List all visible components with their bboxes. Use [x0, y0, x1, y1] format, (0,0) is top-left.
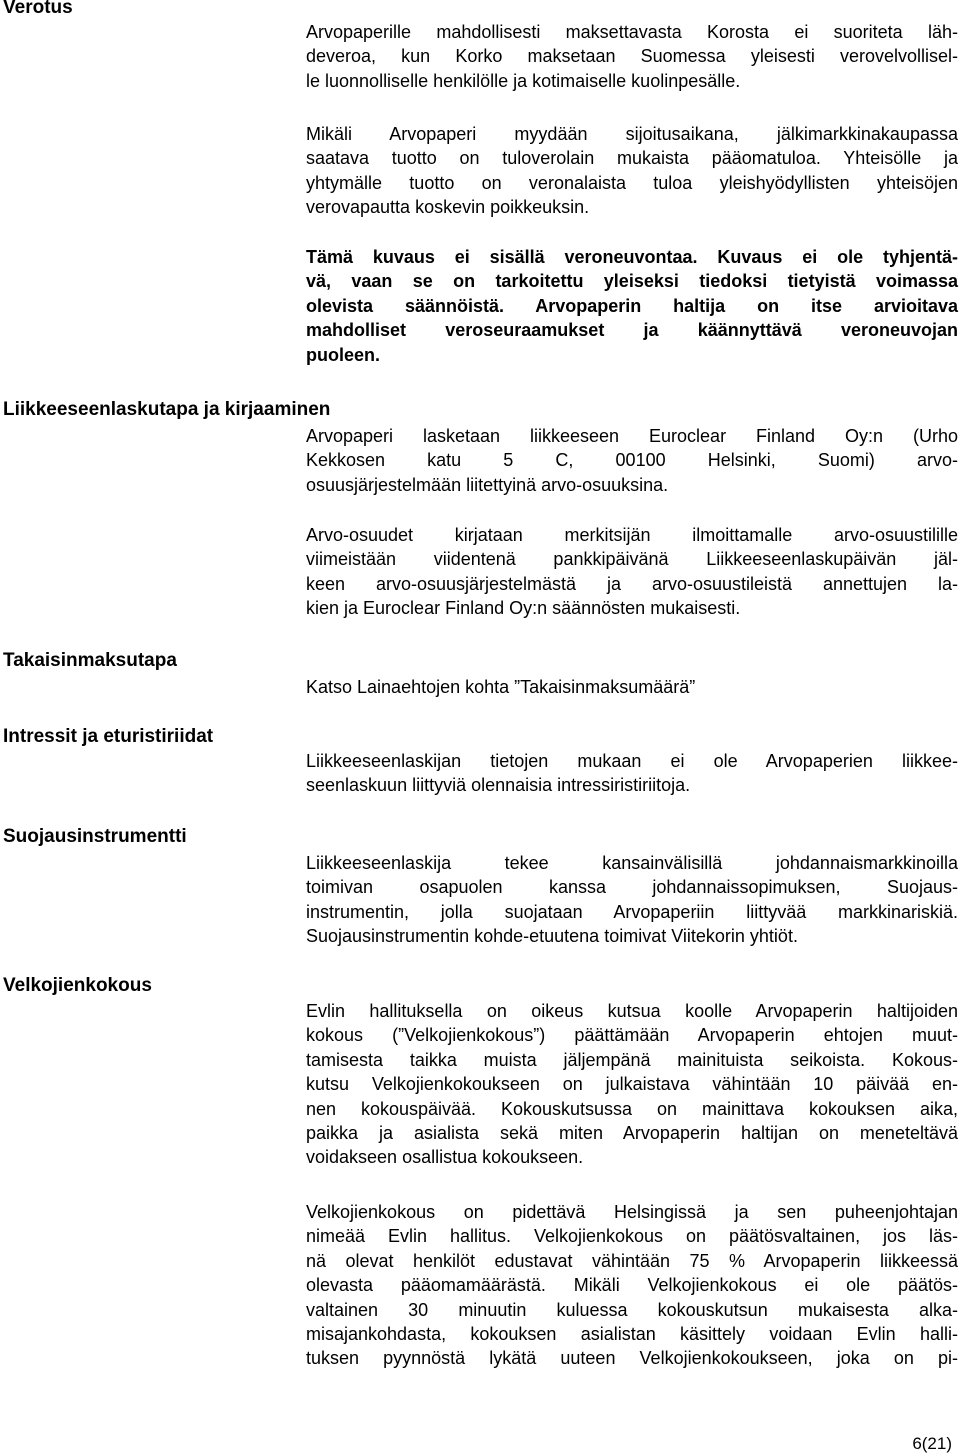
- text-line: deveroa, kun Korko maksetaan Suomessa yleisesti verovelvollisel-: [306, 46, 958, 67]
- verotus-paragraph-1: [306, 20, 958, 93]
- text-line: olevasta pääomamäärästä. Mikäli Velkojienkokous ei ole päätös-: [306, 1275, 958, 1296]
- heading-takaisinmaksutapa: Takaisinmaksutapa: [3, 650, 177, 671]
- text-line: puoleen.: [306, 344, 381, 365]
- text-line: Tämä kuvaus ei sisällä veroneuvontaa. Kuvaus ei ole tyhjentä-: [306, 247, 958, 267]
- text-line: Arvopaperi lasketaan liikkeeseen Euroclear Finland Oy:n (Urho: [306, 426, 958, 446]
- text-line: mahdolliset veroseuraamukset ja käännyttävä veroneuvojan: [306, 320, 958, 341]
- verotus-disclaimer-paragraph: [306, 245, 958, 367]
- text-line: Katso Lainaehtojen kohta ”Takaisinmaksumäärä”: [306, 677, 696, 697]
- text-line: Evlin hallituksella on oikeus kutsua koolle Arvopaperin haltijoiden: [306, 1001, 958, 1021]
- text-line: Kekkosen katu 5 C, 00100 Helsinki, Suomi) arvo-: [306, 450, 958, 471]
- text-line: viimeistään viidentenä pankkipäivänä Liikkeeseenlaskupäivän jäl-: [306, 549, 958, 570]
- text-line: osuusjärjestelmään liitettyinä arvo-osuuksina.: [306, 474, 669, 495]
- page-number: 6(21): [912, 1434, 952, 1453]
- text-line: saatava tuotto on tuloverolain mukaista pääomatuloa. Yhteisölle ja: [306, 148, 958, 169]
- text-line: valtainen 30 minuutin kuluessa kokouskutsun mukaisesta alka-: [306, 1299, 958, 1320]
- text-line: kutsu Velkojienkokoukseen on julkaistava vähintään 10 päivää en-: [306, 1074, 958, 1095]
- text-line: yhtymälle tuotto on veronalaista tuloa yleishyödyllisten yhteisöjen: [306, 172, 958, 193]
- text-line: vä, vaan se on tarkoitettu yleiseksi tiedoksi tietyistä voimassa: [306, 271, 958, 292]
- text-line: keen arvo-osuusjärjestelmästä ja arvo-osuustileistä annettujen la-: [306, 573, 958, 594]
- text-line: Velkojienkokous on pidettävä Helsingissä ja sen puheenjohtajan: [306, 1202, 958, 1222]
- text-line: Liikkeeseenlaskija tekee kansainvälisillä johdannaismarkkinoilla: [306, 853, 958, 873]
- text-line: misajankohdasta, kokouksen asialistan käsittely voidaan Evlin halli-: [306, 1324, 958, 1345]
- intressit-paragraph: [306, 749, 958, 798]
- text-line: Arvopaperille mahdollisesti maksettavasta Korosta ei suoriteta läh-: [306, 22, 958, 42]
- text-line: instrumentin, jolla suojataan Arvopaperiin liittyvää markkinariskiä.: [306, 901, 958, 922]
- heading-liikkeeseenlaskutapa: Liikkeeseenlaskutapa ja kirjaaminen: [3, 399, 331, 420]
- velkojienkokous-paragraph-1: [306, 999, 958, 1170]
- text-line: nen kokouspäivää. Kokouskutsussa on mainittava kokouksen aika,: [306, 1098, 958, 1119]
- text-line: paikka ja asialista sekä miten Arvopaperin haltijan on meneteltävä: [306, 1123, 958, 1144]
- liikkeeseenlaskutapa-paragraph-2: [306, 523, 958, 621]
- velkojienkokous-paragraph-2: [306, 1200, 958, 1371]
- text-line: kien ja Euroclear Finland Oy:n säännösten mukaisesti.: [306, 598, 741, 619]
- text-line: Mikäli Arvopaperi myydään sijoitusaikana, jälkimarkkinakaupassa: [306, 124, 958, 144]
- text-line: nä olevat henkilöt edustavat vähintään 75 % Arvopaperin liikkeessä: [306, 1250, 958, 1271]
- heading-velkojienkokous: Velkojienkokous: [3, 975, 152, 996]
- heading-intressit: Intressit ja eturistiriidat: [3, 726, 214, 747]
- text-line: le luonnolliselle henkilölle ja kotimaiselle kuolinpesälle.: [306, 70, 741, 91]
- text-line: tamisesta taikka muista jäljempänä mainituista seikoista. Kokous-: [306, 1049, 958, 1070]
- text-line: seenlaskuun liittyviä olennaisia intressiristiriitoja.: [306, 775, 691, 796]
- text-line: kokous (”Velkojienkokous”) päättämään Arvopaperin ehtojen muut-: [306, 1025, 958, 1046]
- verotus-paragraph-2: [306, 122, 958, 220]
- heading-verotus: Verotus: [3, 0, 73, 18]
- text-line: verovapautta koskevin poikkeuksin.: [306, 197, 590, 218]
- text-line: voidakseen osallistua kokoukseen.: [306, 1147, 584, 1168]
- text-line: toimivan osapuolen kanssa johdannaissopimuksen, Suojaus-: [306, 877, 958, 898]
- liikkeeseenlaskutapa-paragraph-1: [306, 424, 958, 497]
- text-line: olevista säännöistä. Arvopaperin haltija on itse arvioitava: [306, 295, 958, 316]
- takaisinmaksutapa-paragraph: [306, 675, 958, 699]
- text-line: Liikkeeseenlaskijan tietojen mukaan ei ole Arvopaperien liikkee-: [306, 751, 958, 771]
- text-line: tuksen pyynnöstä lykätä uuteen Velkojienkokoukseen, joka on pi-: [306, 1348, 958, 1369]
- text-line: nimeää Evlin hallitus. Velkojienkokous on päätösvaltainen, jos läs-: [306, 1226, 958, 1247]
- heading-suojausinstrumentti: Suojausinstrumentti: [3, 826, 187, 847]
- text-line: Arvo-osuudet kirjataan merkitsijän ilmoittamalle arvo-osuustilille: [306, 525, 958, 545]
- suojausinstrumentti-paragraph: [306, 851, 958, 949]
- text-line: Suojausinstrumentin kohde-etuutena toimivat Viitekorin yhtiöt.: [306, 926, 798, 947]
